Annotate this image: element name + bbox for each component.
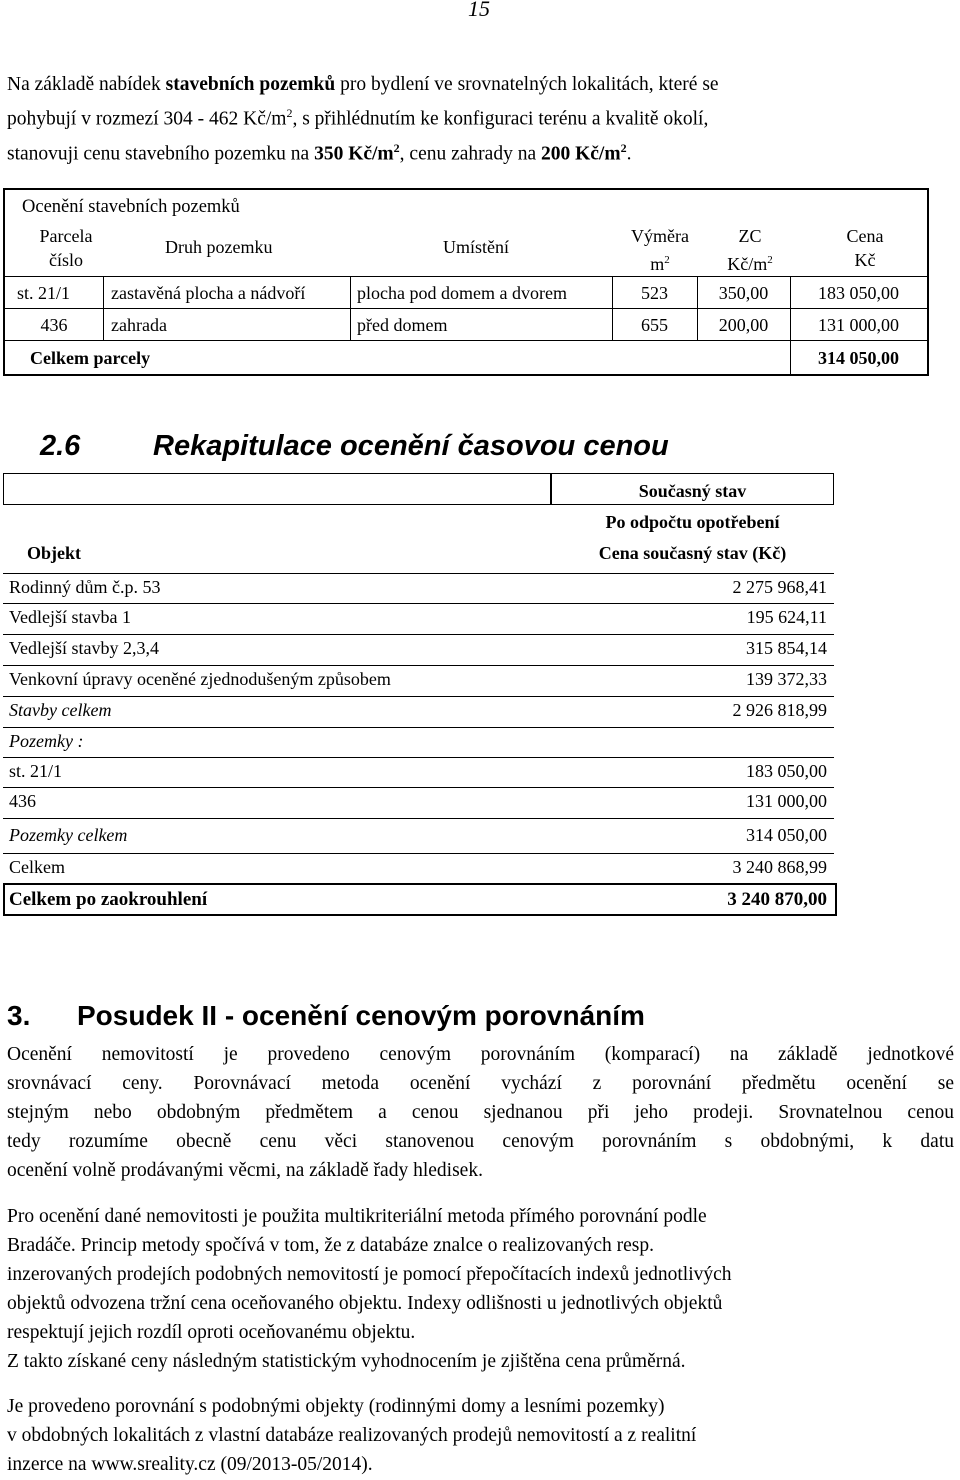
row-label: Rodinný dům č.p. 53 — [9, 577, 161, 597]
header-zc — [710, 224, 790, 276]
paragraph-comparison-intro — [7, 1040, 954, 1185]
table-title: Ocenění stavebních pozemků — [22, 197, 240, 217]
cell-location: plocha pod domem a dvorem — [357, 283, 567, 303]
row-divider — [5, 308, 927, 309]
header-area-line1: Výměra — [631, 226, 689, 246]
row-value: 131 000,00 — [746, 791, 827, 811]
superscript: 2 — [286, 106, 293, 120]
cell-zc: 350,00 — [718, 283, 769, 303]
cell-zc: 200,00 — [718, 315, 769, 335]
total-value: 314 050,00 — [818, 348, 899, 368]
text-line: Pro ocenění dané nemovitosti je použita multikriteriální metoda přímého porovnání podle — [7, 1206, 707, 1227]
row-value: 183 050,00 — [746, 761, 827, 781]
col-divider — [103, 276, 104, 340]
header-location: Umístění — [443, 237, 509, 257]
text-span: , s přihlédnutím ke konfiguraci terénu a kvalitě okolí, — [292, 108, 709, 130]
section-26-number: 2.6 — [40, 430, 81, 462]
header-zc-line1: ZC — [738, 226, 762, 246]
superscript: 2 — [393, 140, 400, 155]
cell-parcel: 436 — [40, 315, 68, 335]
header-state-2: Po odpočtu opotřebení — [605, 512, 780, 532]
row-label: Pozemky celkem — [9, 825, 128, 845]
header-price-line2: Kč — [854, 250, 876, 270]
cell-type: zahrada — [111, 315, 167, 335]
row-label: Stavby celkem — [9, 700, 112, 720]
intro-paragraph — [7, 70, 952, 168]
text-span: Na základě nabídek — [7, 74, 166, 95]
text-line: respektují jejich rozdíl oproti oceňovanému objektu. — [7, 1322, 416, 1343]
row-label: Vedlejší stavby 2,3,4 — [9, 638, 159, 658]
row-value: 315 854,14 — [746, 638, 827, 658]
paragraph-method — [7, 1202, 954, 1376]
text-line: ocenění volně prodávanými věcmi, na základě řady hledisek. — [7, 1160, 483, 1181]
bold-span: stavebních pozemků — [165, 74, 336, 95]
row-value: 195 624,11 — [746, 607, 827, 627]
paragraph-comparison-sources — [7, 1392, 954, 1479]
text-line: Bradáče. Princip metody spočívá v tom, že z databáze znalce o realizovaných resp. — [7, 1235, 655, 1256]
row-divider — [3, 818, 834, 819]
intro-line-2 — [7, 99, 952, 134]
cell-area: 655 — [641, 315, 668, 335]
header-divider — [3, 573, 834, 574]
row-label: Celkem — [9, 857, 65, 877]
row-label: Venkovní úpravy oceněné zjednodušeným způsobem — [9, 669, 391, 689]
section-3-number: 3. — [7, 1000, 31, 1031]
superscript: 2 — [620, 140, 627, 155]
section-26-title: Rekapitulace ocenění časovou cenou — [153, 430, 669, 462]
row-value: 3 240 868,99 — [732, 857, 827, 877]
row-divider — [3, 665, 834, 666]
bold-span: 200 Kč/m — [540, 143, 621, 164]
text-line: inzerce na www.sreality.cz (09/2013-05/2014). — [7, 1454, 373, 1475]
row-label: Pozemky : — [9, 731, 84, 751]
header-object: Objekt — [27, 543, 81, 563]
header-state-1 — [551, 481, 834, 502]
section-3-title: Posudek II - ocenění cenovým porovnáním — [77, 1000, 645, 1031]
text-line: objektů odvozena tržní cena oceňovaného objektu. Indexy odlišnosti u jednotlivých objektů — [7, 1293, 723, 1314]
header-price — [815, 224, 915, 272]
text-line: srovnávací ceny. Porovnávací metoda ocenění vychází z porovnání předmětu ocenění se — [7, 1073, 954, 1094]
text-span: pohybují v rozmezí 304 - 462 Kč/m — [7, 108, 287, 130]
row-value: 2 926 818,99 — [732, 700, 827, 720]
cell-type: zastavěná plocha a nádvoří — [111, 283, 306, 303]
row-divider — [3, 603, 834, 604]
total-label: Celkem parcely — [30, 348, 151, 368]
header-parcel-line2: číslo — [49, 250, 83, 270]
intro-line-1 — [7, 70, 952, 99]
cell-location: před domem — [357, 315, 448, 335]
col-divider — [350, 276, 351, 340]
row-divider — [3, 853, 834, 854]
text-line: Je provedeno porovnání s podobnými objekty (rodinnými domy a lesními pozemky) — [7, 1396, 665, 1417]
land-valuation-table — [3, 188, 929, 376]
text-line: inzerovaných prodejích podobných nemovitostí je pomocí přepočítacích indexů jednotlivých — [7, 1264, 732, 1285]
row-divider — [3, 696, 834, 697]
header-parcel-line1: Parcela — [39, 226, 93, 246]
header-type: Druh pozemku — [165, 237, 273, 257]
cell-price: 131 000,00 — [818, 315, 899, 335]
row-value: 2 275 968,41 — [732, 577, 827, 597]
bold-span: 350 Kč/m — [314, 143, 394, 164]
text-line: v obdobných lokalitách z vlastní databáze realizovaných prodejů nemovitostí a z realitní — [7, 1425, 697, 1446]
row-label: Celkem po zaokrouhlení — [9, 889, 208, 910]
text-line: stejným nebo obdobným předmětem a cenou sjednanou při jeho prodeji. Srovnatelnou cenou — [7, 1102, 954, 1123]
intro-line-3 — [7, 134, 952, 169]
text-line: tedy rozumíme obecně cenu věci stanovenou cenovým porovnáním s obdobnými, k datu — [7, 1131, 954, 1152]
text-span: pro bydlení ve srovnatelných lokalitách, které se — [335, 74, 719, 95]
text-span: , cenu zahrady na — [399, 143, 541, 164]
cell-parcel: st. 21/1 — [17, 283, 71, 303]
cell-price: 183 050,00 — [818, 283, 899, 303]
superscript: 2 — [767, 254, 773, 266]
row-divider — [5, 276, 927, 277]
row-divider — [3, 634, 834, 635]
header-zc-line2 — [710, 248, 790, 276]
text-line: Ocenění nemovitostí je provedeno cenovým porovnáním (komparací) na základě jednotkové — [7, 1044, 954, 1065]
text-span: . — [626, 143, 632, 164]
row-divider — [3, 757, 834, 758]
header-box-left — [3, 473, 551, 505]
cell-area: 523 — [641, 283, 668, 303]
page-number: 15 — [468, 0, 490, 21]
row-label: 436 — [9, 791, 36, 811]
header-area-line2 — [620, 248, 700, 276]
row-label: Vedlejší stavba 1 — [9, 607, 131, 627]
text-span: Kč/m — [727, 254, 768, 274]
row-value: 3 240 870,00 — [727, 889, 827, 910]
header-area — [620, 224, 700, 276]
header-state-3: Cena současný stav (Kč) — [598, 543, 787, 563]
header-price-line1: Cena — [846, 226, 884, 246]
header-parcel — [21, 224, 111, 272]
bold-span: Současný stav — [638, 481, 747, 501]
row-value: 314 050,00 — [746, 825, 827, 845]
text-span: m — [650, 254, 665, 274]
text-line: Z takto získané ceny následným statistickým vyhodnocením je zjištěna cena průměrná. — [7, 1351, 686, 1372]
row-divider — [5, 340, 927, 341]
text-span: stanovuji cenu stavebního pozemku na — [7, 143, 315, 164]
row-divider — [3, 787, 834, 788]
row-divider — [3, 727, 834, 728]
row-value: 139 372,33 — [746, 669, 827, 689]
superscript: 2 — [664, 254, 670, 266]
row-label: st. 21/1 — [9, 761, 63, 781]
